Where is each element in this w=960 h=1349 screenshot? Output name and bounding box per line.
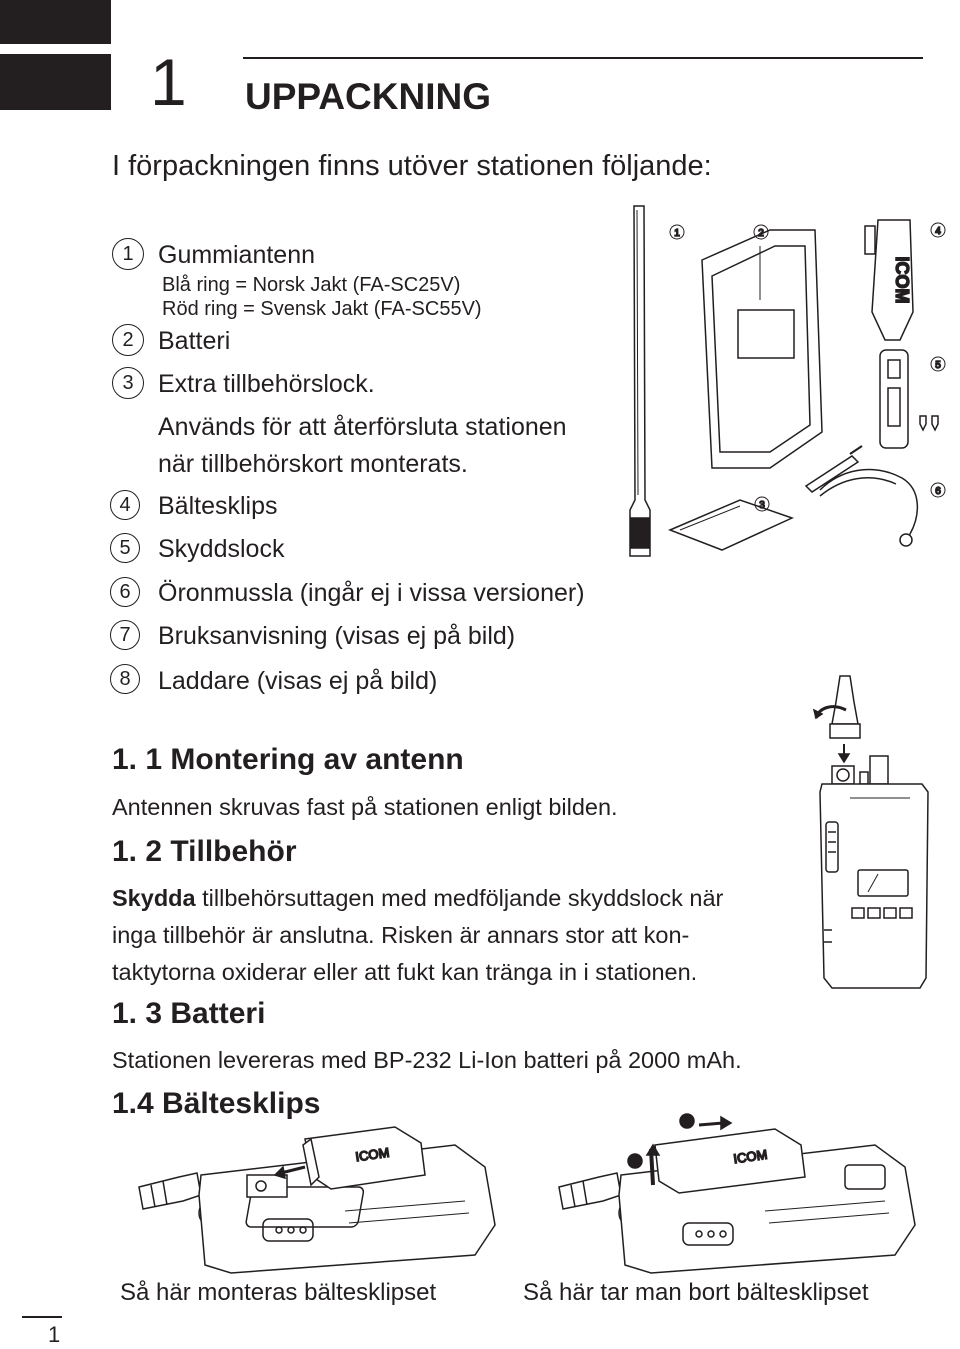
header-tab-bottom xyxy=(0,54,111,110)
item-marker-3: 3 xyxy=(112,367,144,399)
item-5-text: Skyddslock xyxy=(158,535,285,563)
item-1-sub-2: Röd ring = Svensk Jakt (FA-SC55V) xyxy=(162,298,482,320)
caption-mount: Så här monteras bältesklipset xyxy=(120,1279,437,1306)
chapter-number: 1 xyxy=(150,45,187,119)
chapter-title: UPPACKNING xyxy=(245,76,491,117)
radio-antenna-illustration xyxy=(810,672,940,1002)
heading-tillbehor: 1. 2 Tillbehör xyxy=(112,835,297,868)
heading-baltesklips: 1.4 Bältesklips xyxy=(112,1087,321,1120)
heading-batteri: 1. 3 Batteri xyxy=(112,997,266,1030)
item-1-sub-1: Blå ring = Norsk Jakt (FA-SC25V) xyxy=(162,274,461,296)
figure-label-6: 6 xyxy=(935,486,941,497)
text-batteri: Stationen levereras med BP-232 Li-Ion batteri på 2000 mAh. xyxy=(112,1047,742,1073)
remove-step-2-label: 2 xyxy=(684,1117,690,1128)
item-6-text: Öronmussla (ingår ej i vissa versioner) xyxy=(158,579,585,607)
header-tab-top xyxy=(0,0,111,44)
item-3-sub-2: när tillbehörskort monterats. xyxy=(158,450,468,478)
figure-label-4: 4 xyxy=(935,226,941,237)
text-montering-antenn: Antennen skruvas fast på stationen enligt bilden. xyxy=(112,794,618,820)
page-number: 1 xyxy=(48,1322,61,1347)
beltclip-remove-illustration xyxy=(555,1105,925,1275)
figure-label-5: 5 xyxy=(935,360,941,371)
belt-clip-logo: ICOM xyxy=(892,256,912,304)
text-tillbehor-bold: Skydda xyxy=(112,885,196,911)
beltclip-mount-illustration xyxy=(135,1115,505,1275)
mount-clip-logo: ICOM xyxy=(354,1144,391,1165)
item-marker-1: 1 xyxy=(112,238,144,270)
remove-step-1-label: 1 xyxy=(632,1157,638,1168)
item-marker-6: 6 xyxy=(110,577,140,607)
figure-label-2: 2 xyxy=(758,228,764,239)
figure-label-3: 3 xyxy=(759,500,765,511)
text-tillbehor-line-1 xyxy=(112,882,723,915)
item-2-text: Batteri xyxy=(158,327,231,355)
item-7-text: Bruksanvisning (visas ej på bild) xyxy=(158,622,516,650)
heading-montering-antenn: 1. 1 Montering av antenn xyxy=(112,743,464,776)
text-tillbehor-line-2: inga tillbehör är anslutna. Risken är annars stor att kon- xyxy=(112,922,690,948)
item-1-text: Gummiantenn xyxy=(158,241,316,269)
intro-text: I förpackningen finns utöver stationen följande: xyxy=(112,150,712,182)
package-contents-illustration xyxy=(610,200,950,570)
text-tillbehor-line-3: taktytorna oxiderar eller att fukt kan tränga in i stationen. xyxy=(112,959,698,985)
text-tillbehor-rest: tillbehörsuttagen med medföljande skyddslock när xyxy=(195,885,724,911)
item-marker-8: 8 xyxy=(110,664,140,694)
page-number-rule xyxy=(22,1316,62,1318)
item-marker-2: 2 xyxy=(112,324,144,356)
item-marker-7: 7 xyxy=(110,620,140,650)
figure-label-1: 1 xyxy=(674,228,680,239)
item-marker-5: 5 xyxy=(110,533,140,563)
item-4-text: Bältesklips xyxy=(158,492,278,520)
item-8-text: Laddare (visas ej på bild) xyxy=(158,667,438,695)
item-3-sub-1: Används för att återförsluta stationen xyxy=(158,413,567,441)
header-rule xyxy=(243,57,923,59)
item-3-text: Extra tillbehörslock. xyxy=(158,370,375,398)
item-marker-4: 4 xyxy=(110,490,140,520)
remove-clip-logo: ICOM xyxy=(732,1146,769,1167)
caption-remove: Så här tar man bort bältesklipset xyxy=(523,1279,869,1306)
